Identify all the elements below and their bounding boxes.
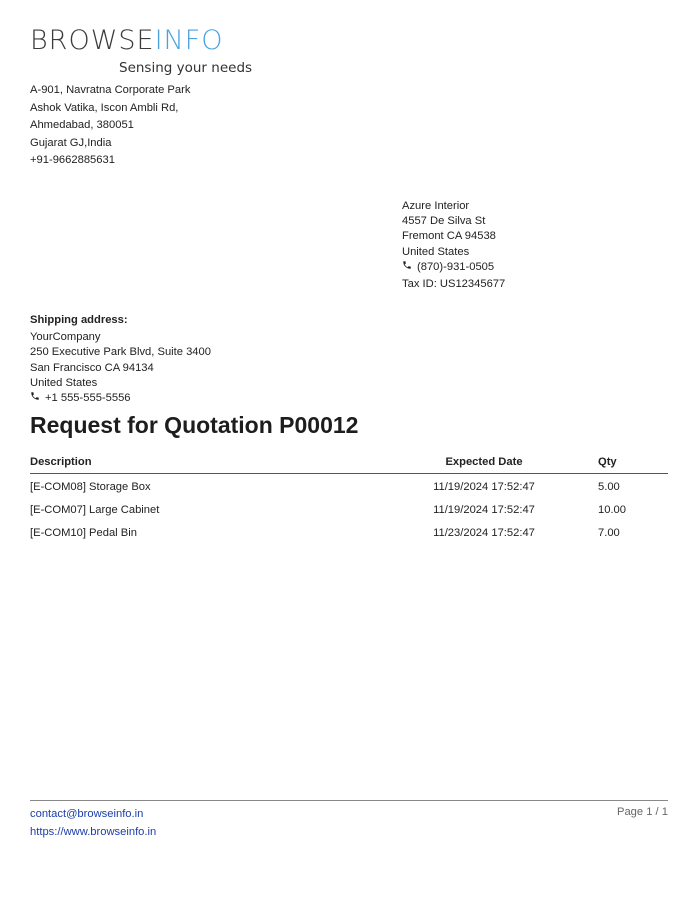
table-row — [30, 497, 668, 520]
phone-icon — [402, 260, 412, 275]
shipping-city: San Francisco CA 94134 — [30, 361, 154, 374]
company-phone: +91-9662885631 — [30, 154, 115, 167]
row-expected-date: 11/19/2024 17:52:47 — [433, 503, 535, 516]
row-description: [E-COM10] Pedal Bin — [30, 526, 137, 539]
vendor-address — [402, 199, 505, 292]
footer-divider — [30, 800, 668, 801]
row-description: [E-COM08] Storage Box — [30, 480, 151, 493]
logo-wordmark — [30, 27, 230, 54]
vendor-name: Azure Interior — [402, 200, 470, 212]
shipping-phone-line — [30, 391, 211, 406]
shipping-phone: +1 555-555-5556 — [45, 392, 131, 405]
table-row — [30, 520, 668, 543]
row-description: [E-COM07] Large Cabinet — [30, 503, 160, 516]
vendor-city: Fremont CA 94538 — [402, 230, 496, 243]
vendor-phone-line — [402, 260, 505, 275]
column-header-expected-date: Expected Date — [370, 454, 598, 474]
order-lines-table — [30, 454, 668, 543]
table-row — [30, 474, 668, 498]
company-logo — [30, 25, 253, 76]
logo-part-info: INFO — [154, 25, 224, 56]
row-expected-date: 11/19/2024 17:52:47 — [433, 480, 535, 493]
row-expected-date: 11/23/2024 17:52:47 — [433, 526, 535, 539]
column-header-description: Description — [30, 454, 370, 474]
shipping-country: United States — [30, 376, 98, 389]
shipping-address — [30, 313, 211, 406]
table-header-row — [30, 454, 668, 474]
phone-icon — [30, 391, 40, 406]
footer-website-link[interactable]: https://www.browseinfo.in — [30, 825, 157, 838]
company-address-line: Ahmedabad, 380051 — [30, 119, 134, 132]
row-qty: 10.00 — [598, 503, 626, 516]
vendor-phone: (870)-931-0505 — [417, 260, 495, 273]
footer-contact — [30, 806, 156, 841]
shipping-street: 250 Executive Park Blvd, Suite 3400 — [30, 346, 211, 359]
vendor-country: United States — [402, 245, 470, 258]
shipping-name: YourCompany — [30, 331, 101, 344]
row-qty: 5.00 — [598, 480, 620, 493]
shipping-heading: Shipping address: — [30, 314, 128, 326]
company-address-line: A-901, Navratna Corporate Park — [30, 84, 191, 96]
vendor-tax-id: Tax ID: US12345677 — [402, 278, 506, 291]
vendor-street: 4557 De Silva St — [402, 215, 486, 228]
row-qty: 7.00 — [598, 526, 620, 539]
footer-email-link[interactable]: contact@browseinfo.in — [30, 808, 144, 820]
page-number: Page 1 / 1 — [616, 806, 668, 818]
logo-tagline: Sensing your needs — [119, 60, 253, 76]
column-header-qty: Qty — [598, 454, 668, 474]
logo-part-browse: BROWSE — [30, 25, 155, 56]
company-address — [30, 82, 190, 170]
page-title: Request for Quotation P00012 — [30, 412, 359, 438]
company-address-line: Gujarat GJ,India — [30, 136, 112, 149]
company-address-line: Ashok Vatika, Iscon Ambli Rd, — [30, 101, 179, 114]
